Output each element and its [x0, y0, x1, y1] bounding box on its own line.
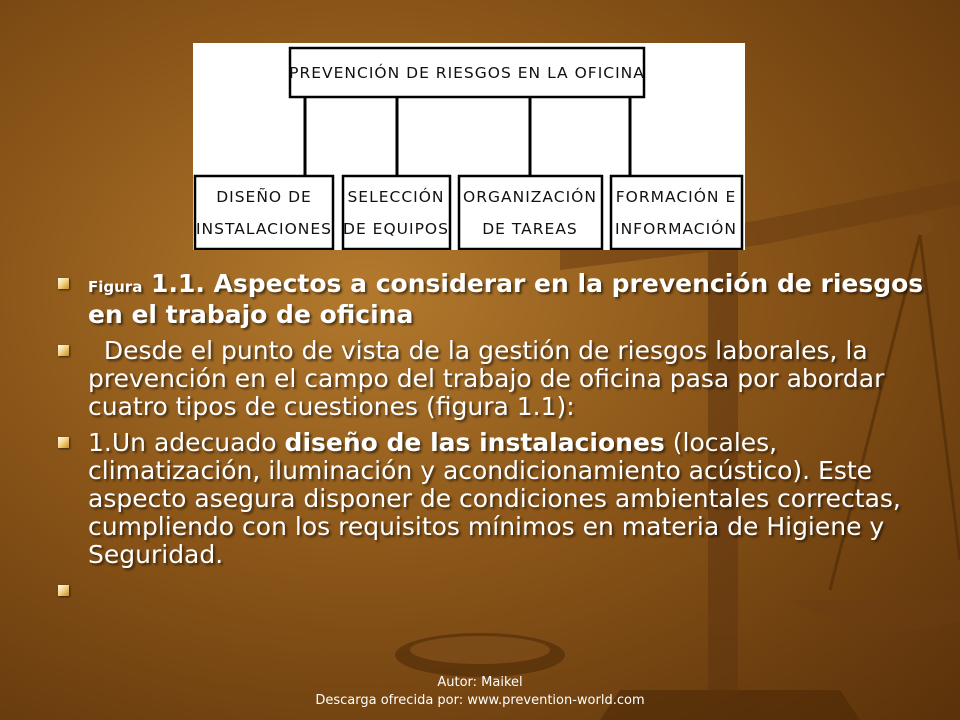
item-1	[58, 429, 938, 569]
diagram-box-seleccion	[343, 176, 450, 249]
diagram-box-label: DISEÑO DE	[216, 188, 312, 206]
diagram-top-label: PREVENCIÓN DE RIESGOS EN LA OFICINA	[289, 64, 645, 82]
diagram-box-diseno	[195, 176, 333, 249]
diagram-box-label: FORMACIÓN E	[615, 188, 737, 206]
diagram-box-label: INFORMACIÓN	[615, 220, 737, 238]
bullet-icon	[58, 437, 69, 448]
footer-author: Autor: Maikel	[437, 675, 523, 690]
diagram-box-label: INSTALACIONES	[195, 220, 333, 238]
intro-paragraph	[58, 337, 938, 421]
item-1-bold: diseño de las instalaciones	[284, 428, 665, 457]
caption-figure-word: Figura	[88, 278, 143, 296]
figure-caption	[58, 270, 938, 329]
bullet-icon	[58, 585, 69, 596]
diagram-box-label: ORGANIZACIÓN	[463, 188, 597, 206]
diagram-box-organizacion	[459, 176, 602, 249]
diagram-box-formacion	[611, 176, 742, 249]
bullet-list	[58, 270, 938, 611]
footer-download: Descarga ofrecida por: www.prevention-world.com	[315, 693, 645, 708]
risk-prevention-diagram	[193, 43, 745, 250]
item-1-pre: 1.Un adecuado	[88, 428, 285, 457]
diagram-box-label: DE EQUIPOS	[343, 220, 449, 238]
item-1-post: (locales, climatización, iluminación y acondicionamiento acústico). Este aspecto asegura disponer de condiciones ambientales correctas, cumpliendo con los requisitos mínimos en materia de Higiene y Seguridad.	[88, 428, 901, 569]
diagram-box-label: DE TAREAS	[482, 220, 578, 238]
bullet-icon	[58, 278, 69, 289]
bullet-icon	[58, 345, 69, 356]
caption-text: 1.1. Aspectos a considerar en la prevención de riesgos en el trabajo de oficina	[88, 269, 924, 329]
intro-text: Desde el punto de vista de la gestión de riesgos laborales, la prevención en el campo del trabajo de oficina pasa por abordar cuatro tipos de cuestiones (figura 1.1):	[88, 336, 893, 421]
empty-item	[58, 577, 938, 603]
diagram-box-label: SELECCIÓN	[347, 188, 445, 206]
